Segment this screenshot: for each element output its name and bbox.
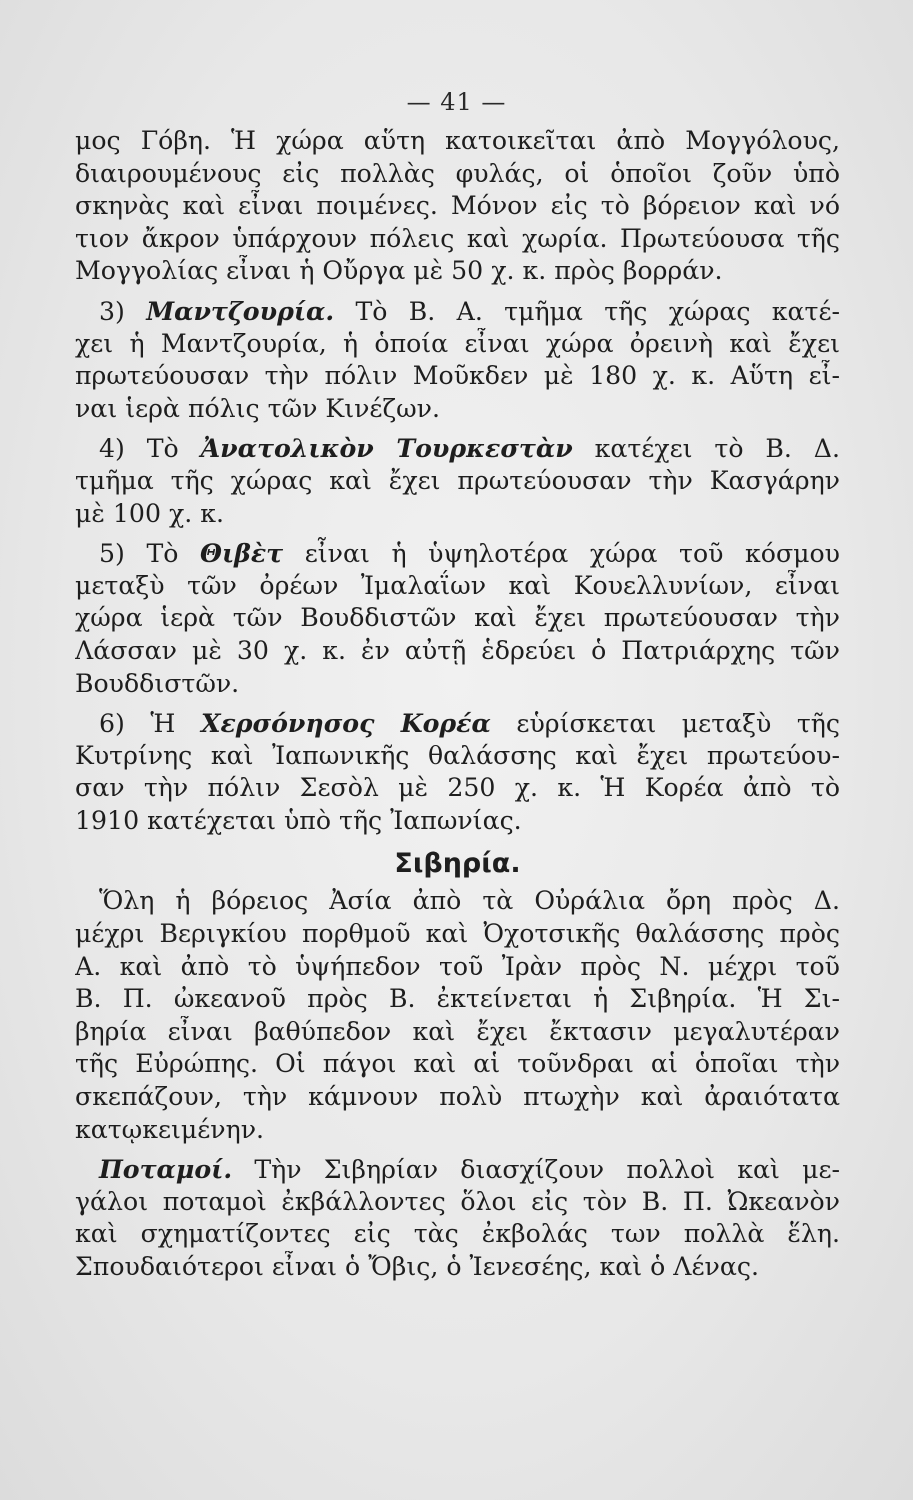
item-number: 3) bbox=[99, 296, 147, 326]
text-line: Μογγολίας εἶναι ἡ Οὔργα μὲ 50 χ. κ. πρὸς βορράν. bbox=[75, 256, 723, 286]
item-number: 6) Ἡ bbox=[99, 709, 201, 739]
section-heading-siberia: Σιβηρία. bbox=[394, 848, 521, 880]
text-line: Α. καὶ ἀπὸ τὸ ὑψήπεδον τοῦ Ἰρὰν πρὸς Ν. μέχρι τοῦ bbox=[75, 951, 840, 981]
term-tibet: Θιβὲτ bbox=[200, 538, 284, 569]
text-line: Σπουδαιότεροι εἶναι ὁ Ὄβις, ὁ Ἰενεσέης, καὶ ὁ Λένας. bbox=[75, 1252, 759, 1281]
text-line: Κυτρίνης καὶ Ἰαπωνικῆς θαλάσσης καὶ ἔχει πρωτεύου- bbox=[75, 740, 840, 770]
line-rest: Τὸ Β. Α. τμῆμα τῆς χώρας κατέ- bbox=[334, 296, 840, 326]
line-rest: κατέχει τὸ Β. Δ. bbox=[572, 434, 840, 464]
text-line: 1910 κατέχεται ὑπὸ τῆς Ἰαπωνίας. bbox=[75, 805, 522, 835]
text-line-korea bbox=[75, 707, 840, 740]
text-line: μὲ 100 χ. κ. bbox=[75, 498, 224, 528]
term-manchuria: Μαντζουρία. bbox=[146, 295, 335, 326]
text-line: μεταξὺ τῶν ὀρέων Ἰμαλαΐων καὶ Κουελλυνίων, εἶναι bbox=[75, 570, 840, 600]
item-number: 5) Τὸ bbox=[99, 539, 201, 569]
line-rest: εὑρίσκεται μεταξὺ τῆς bbox=[490, 709, 840, 739]
text-line: Ὅλη ἡ βόρειος Ἀσία ἀπὸ τὰ Οὐράλια ὄρη πρὸς Δ. bbox=[99, 886, 840, 916]
text-line: σκηνὰς καὶ εἶναι ποιμένες. Μόνον εἰς τὸ βόρειον καὶ νό bbox=[75, 191, 840, 221]
text-line: μέχρι Βεριγκίου πορθμοῦ καὶ Ὀχοτσικῆς θαλάσσης πρὸς bbox=[75, 919, 840, 949]
text-line: κατῳκειμένην. bbox=[75, 1114, 265, 1144]
line-rest: εἶναι ἡ ὑψηλοτέρα χώρα τοῦ κόσμου bbox=[283, 539, 840, 569]
text-line-turkestan bbox=[75, 432, 840, 465]
text-line: Λάσσαν μὲ 30 χ. κ. ἐν αὐτῇ ἑδρεύει ὁ Πατριάρχης τῶν bbox=[75, 635, 840, 665]
text-line: Β. Π. ὠκεανοῦ πρὸς Β. ἐκτείνεται ἡ Σιβηρία. Ἡ Σι- bbox=[75, 984, 840, 1014]
text-line: χει ἡ Μαντζουρία, ἡ ὁποία εἶναι χώρα ὀρεινὴ καὶ ἔχει bbox=[75, 328, 840, 358]
text-line-tibet bbox=[75, 537, 840, 570]
text-line: τμῆμα τῆς χώρας καὶ ἔχει πρωτεύουσαν τὴν Κασγάρην bbox=[75, 465, 840, 495]
text-line: ναι ἱερὰ πόλις τῶν Κινέζων. bbox=[75, 393, 440, 423]
term-turkestan: Ἀνατολικὸν Τουρκεστὰν bbox=[200, 433, 573, 464]
line-rest: Τὴν Σιβηρίαν διασχίζουν πολλοὶ καὶ με- bbox=[232, 1155, 840, 1185]
text-line: τιον ἄκρον ὑπάρχουν πόλεις καὶ χωρία. Πρωτεύουσα τῆς bbox=[75, 223, 840, 253]
text-line: διαιρουμένους εἰς πολλὰς φυλάς, οἱ ὁποῖοι ζοῦν ὑπὸ bbox=[75, 158, 840, 188]
term-korea: Χερσόνησος Κορέα bbox=[200, 708, 491, 739]
line-indent bbox=[75, 1155, 99, 1184]
text-line: σκεπάζουν, τὴν κάμνουν πολὺ πτωχὴν καὶ ἀραιότατα bbox=[75, 1082, 840, 1112]
text-line: μος Γόβη. Ἡ χώρα αὕτη κατοικεῖται ἀπὸ Μογγόλους, bbox=[75, 126, 840, 155]
text-line: τῆς Εὐρώπης. Οἱ πάγοι καὶ αἱ τοῦνδραι αἱ ὁποῖαι τὴν bbox=[75, 1049, 840, 1079]
item-number: 4) Τὸ bbox=[99, 434, 201, 464]
text-line: Βουδδιστῶν. bbox=[75, 668, 240, 698]
page-number: — 41 — bbox=[406, 88, 507, 116]
text-line: γάλοι ποταμοὶ ἐκβάλλοντες ὅλοι εἰς τὸν Β. Π. Ὠκεανὸν bbox=[75, 1186, 840, 1216]
text-line: καὶ σχηματίζοντες εἰς τὰς ἐκβολάς των πολλὰ ἕλη. bbox=[75, 1219, 840, 1249]
text-line-manchuria bbox=[75, 295, 840, 328]
term-rivers: Ποταμοί. bbox=[99, 1154, 233, 1185]
text-line: βηρία εἶναι βαθύπεδον καὶ ἔχει ἔκτασιν μεγαλυτέραν bbox=[75, 1016, 840, 1046]
text-line: σαν τὴν πόλιν Σεσὸλ μὲ 250 χ. κ. Ἡ Κορέα ἀπὸ τὸ bbox=[75, 773, 840, 803]
body-text bbox=[75, 125, 840, 1284]
text-line: χώρα ἱερὰ τῶν Βουδδιστῶν καὶ ἔχει πρωτεύουσαν τὴν bbox=[75, 603, 840, 633]
text-line-rivers bbox=[75, 1153, 840, 1186]
text-line: πρωτεύουσαν τὴν πόλιν Μοῦκδεν μὲ 180 χ. κ. Αὕτη εἶ- bbox=[75, 361, 840, 391]
